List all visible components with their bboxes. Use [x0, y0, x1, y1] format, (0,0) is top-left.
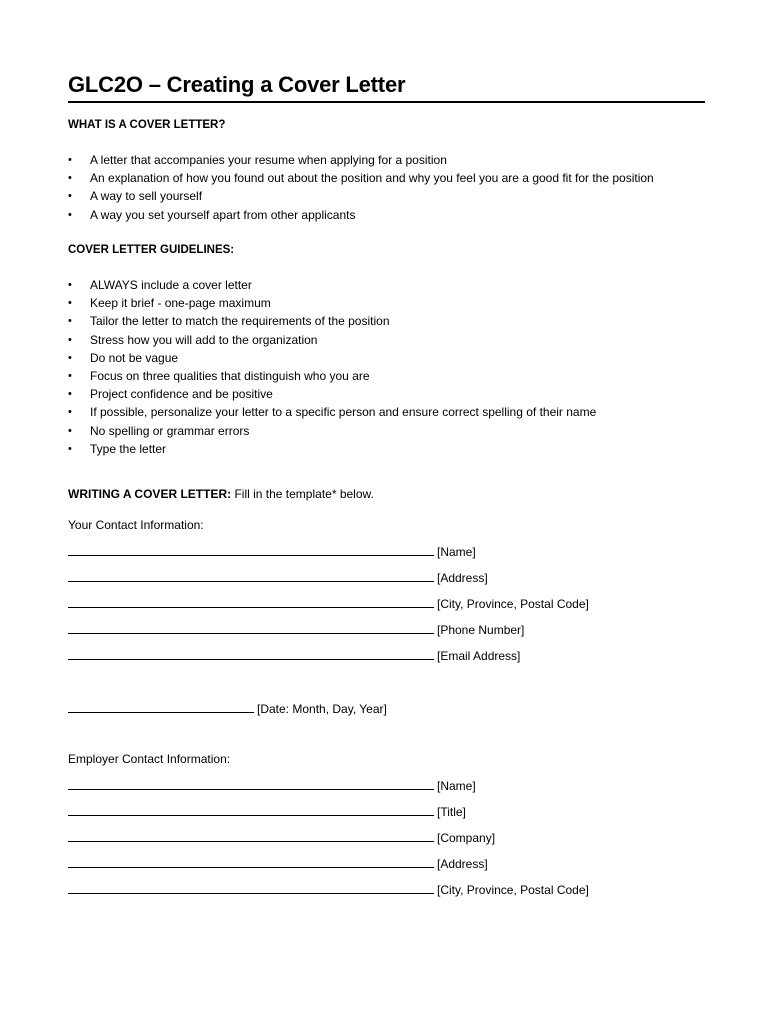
bullet-icon	[68, 422, 80, 440]
title-underline	[68, 101, 705, 103]
employer-city-field: [City, Province, Postal Code]	[68, 881, 589, 897]
writing-instruction-text: Fill in the template* below.	[231, 487, 374, 501]
bullet-icon	[68, 331, 80, 349]
bullet-icon	[68, 169, 80, 187]
bullet-icon	[68, 440, 80, 458]
bullet-icon	[68, 367, 80, 385]
bullet-icon	[68, 187, 80, 205]
your-phone-field: [Phone Number]	[68, 621, 524, 637]
employer-contact-label: Employer Contact Information:	[68, 752, 231, 766]
document-title: GLC2O – Creating a Cover Letter	[68, 72, 406, 97]
date-field: [Date: Month, Day, Year]	[68, 700, 387, 716]
employer-address-field: [Address]	[68, 855, 488, 871]
blank-line	[68, 621, 434, 634]
blank-line	[68, 543, 434, 556]
blank-line	[68, 881, 434, 894]
bullet-icon	[68, 276, 80, 294]
blank-line	[68, 647, 434, 660]
blank-line	[68, 777, 434, 790]
blank-line	[68, 569, 434, 582]
bullet-icon	[68, 385, 80, 403]
what-is-heading: WHAT IS A COVER LETTER?	[68, 119, 226, 131]
bullet-icon	[68, 349, 80, 367]
employer-title-field: [Title]	[68, 803, 466, 819]
your-city-field: [City, Province, Postal Code]	[68, 595, 589, 611]
your-name-field: [Name]	[68, 543, 476, 559]
bullet-icon	[68, 294, 80, 312]
employer-company-field: [Company]	[68, 829, 495, 845]
blank-line	[68, 700, 254, 713]
employer-name-field: [Name]	[68, 777, 476, 793]
bullet-icon	[68, 403, 80, 421]
writing-heading: WRITING A COVER LETTER:	[68, 487, 232, 501]
document-page: GLC2O – Creating a Cover Letter WHAT IS A COVER LETTER? • A letter that accompanies your resume when applying for a position • An explanation of how you found out about the position and why you feel you are a good fit for the position • A way to sell yourself • A way you set yourself apart from other applicants COVER LETTER GUIDELINES: • ALWAYS include a cover letter • Keep it brief - one-page maximum • Tailor the letter to match the requirements of the position • Stress how you will add to the organization • Do not be vague • Focus on three qualities that distinguish who you are • Project confidence and be positive • If possible, personalize your letter to a specific person and ensure correct spelling of their name • No spelling or grammar errors • Type the letter WRITING A COVER LETTER: Fill in the template* below. Your Contact Information: [Name] [Address] [City, Province, Postal Code] [Phone Number] [Email Address] [Date: Month, Day, Year] Employer Contact Information: [Name] [Title] [Company] [Address] [City, Province, Postal Code]	[0, 0, 770, 1024]
your-email-field: [Email Address]	[68, 647, 520, 663]
writing-instruction	[68, 487, 374, 501]
blank-line	[68, 803, 434, 816]
your-contact-label: Your Contact Information:	[68, 518, 204, 532]
blank-line	[68, 855, 434, 868]
bullet-icon	[68, 151, 80, 169]
guidelines-heading: COVER LETTER GUIDELINES:	[68, 244, 235, 256]
bullet-icon	[68, 206, 80, 224]
your-address-field: [Address]	[68, 569, 488, 585]
blank-line	[68, 595, 434, 608]
blank-line	[68, 829, 434, 842]
bullet-icon	[68, 312, 80, 330]
